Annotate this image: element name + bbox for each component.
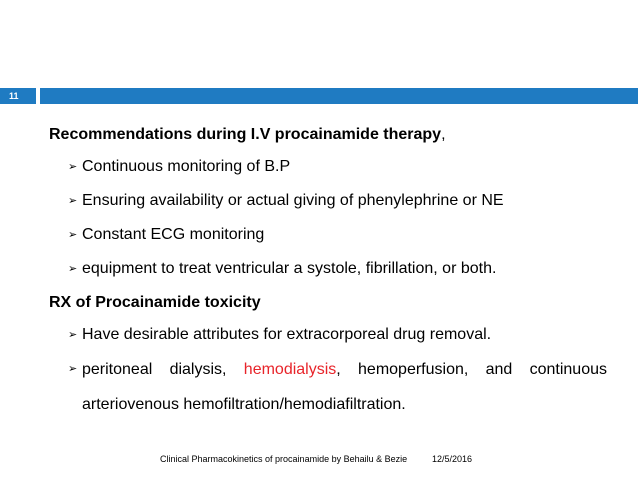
section-heading-recommendations (49, 120, 609, 150)
slide-content (49, 120, 609, 422)
bullet-item (49, 218, 609, 252)
arrowhead-bullet-icon: ➢ (68, 263, 78, 275)
slide-number: 11 (0, 88, 36, 104)
footer-credit: Clinical Pharmacokinetics of procainamide by Behailu & Bezie (160, 454, 408, 464)
section-heading-toxicity: RX of Procainamide toxicity (49, 294, 261, 311)
heading-text: Recommendations during I.V procainamide therapy (49, 126, 442, 143)
arrowhead-bullet-icon: ➢ (68, 195, 78, 207)
bullet-item (49, 252, 609, 286)
bullet-text: equipment to treat ventricular a systole, fibrillation, or both. (82, 260, 497, 277)
bullet-text: Constant ECG monitoring (82, 226, 265, 243)
bullet-text-part: , hemoperfusion, and continuous arteriovenous hemofiltration/hemodiafiltration. (82, 361, 608, 413)
highlighted-term: hemodialysis (243, 361, 337, 378)
arrowhead-bullet-icon: ➢ (68, 229, 78, 241)
bullet-text: Ensuring availability or actual giving of phenylephrine or NE (82, 192, 504, 209)
bullet-item (49, 318, 609, 352)
arrowhead-bullet-icon: ➢ (68, 161, 78, 173)
arrowhead-bullet-icon: ➢ (68, 363, 78, 375)
heading-suffix: , (441, 126, 446, 143)
footer-date: 12/5/2016 (432, 454, 473, 464)
bullet-text: Have desirable attributes for extracorporeal drug removal. (82, 326, 492, 343)
bullet-item (49, 150, 609, 184)
bullet-text-part: peritoneal dialysis, (82, 361, 244, 378)
arrowhead-bullet-icon: ➢ (68, 329, 78, 341)
header-bar (40, 88, 638, 104)
bullet-item (49, 352, 609, 422)
bullet-text: Continuous monitoring of B.P (82, 158, 291, 175)
bullet-item (49, 184, 609, 218)
